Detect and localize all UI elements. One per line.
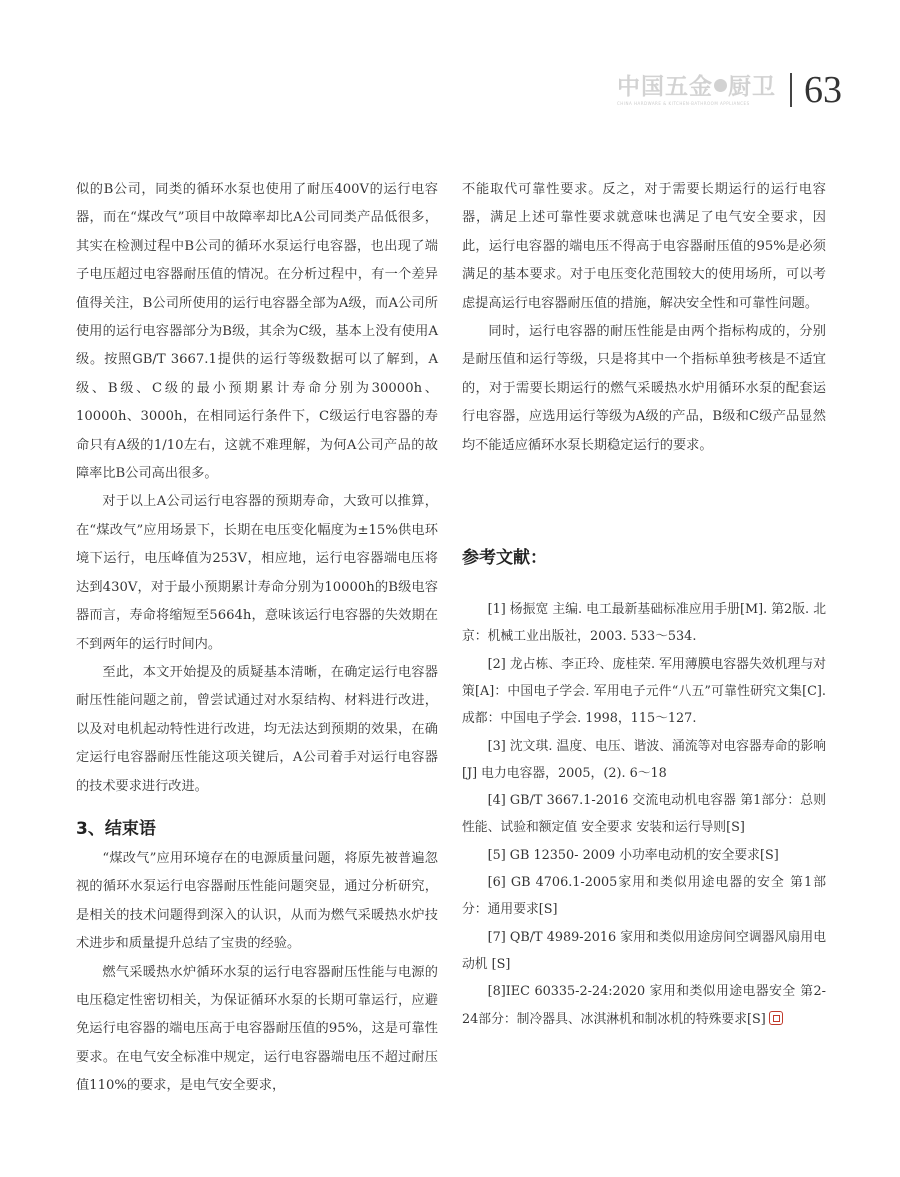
logo-subtitle: CHINA HARDWARE & KITCHEN·BATHROOM APPLIANCES [617, 100, 750, 106]
reference-item: [1] 杨振宽 主编. 电工最新基础标准应用手册[M]. 第2版. 北京：机械工业出版社，2003. 533～534. [462, 602, 826, 645]
reference-text: [8]IEC 60335-2-24:2020 家用和类似用途电器安全 第2-24部分：制冷器具、冰淇淋机和制冰机的特殊要求[S] [462, 984, 826, 1027]
body-paragraph: “煤改气”应用环境存在的电源质量问题，将原先被普遍忽视的循环水泵运行电容器耐压性能问题突显，通过分析研究，是相关的技术问题得到深入的认识，从而为燃气采暖热水炉技术进步和质量提升总结了宝贵的经验。 [76, 850, 438, 952]
section-heading: 3、结束语 [76, 818, 156, 839]
body-paragraph: 至此，本文开始提及的质疑基本清晰，在确定运行电容器耐压性能问题之前，曾尝试通过对水泵结构、材料进行改进，以及对电机起动特性进行改进，均无法达到预期的效果，在确定运行电容器耐压性能这项关键后，A公司着手对运行电容器的技术要求进行改进。 [76, 664, 438, 794]
references-heading: 参考文献： [462, 548, 547, 569]
page-number: 63 [804, 69, 842, 111]
body-paragraph: 燃气采暖热水炉循环水泵的运行电容器耐压性能与电源的电压稳定性密切相关，为保证循环水泵的长期可靠运行，应避免运行电容器的端电压高于电容器耐压值的95%，这是可靠性要求。在电气安全标准中规定，运行电容器端电压不超过耐压值110%的要求，是电气安全要求， [76, 964, 438, 1094]
left-column [76, 176, 438, 1101]
body-paragraph: 对于以上A公司运行电容器的预期寿命，大致可以推算，在“煤改气”应用场景下，长期在电压变化幅度为±15%供电环境下运行，电压峰值为253V，相应地，运行电容器端电压将达到430V，对于最小预期累计寿命分别为10000h的B级电容器而言，寿命将缩短至5664h，意味该运行电容器的失效期在不到两年的运行时间内。 [76, 494, 438, 652]
header-divider [790, 73, 792, 107]
reference-item: [3] 沈文琪. 温度、电压、谐波、涌流等对电容器寿命的影响[J] 电力电容器，2005，(2). 6～18 [462, 738, 826, 781]
reference-item: [6] GB 4706.1-2005家用和类似用途电器的安全 第1部分：通用要求[S] [462, 875, 826, 918]
page-header [617, 70, 842, 110]
magazine-logo [617, 75, 776, 106]
reference-item: [7] QB/T 4989-2016 家用和类似用途房间空调器风扇用电动机 [S] [462, 929, 826, 972]
body-paragraph: 不能取代可靠性要求。反之，对于需要长期运行的运行电容器，满足上述可靠性要求就意味也满足了电气安全要求，因此，运行电容器的端电压不得高于电容器耐压值的95%是必须满足的基本要求。对于电压变化范围较大的使用场所，可以考虑提高运行电容器耐压值的措施，解决安全性和可靠性问题。 [462, 182, 826, 311]
body-paragraph: 同时，运行电容器的耐压性能是由两个指标构成的，分别是耐压值和运行等级，只是将其中一个指标单独考核是不适宜的，对于需要长期运行的燃气采暖热水炉用循环水泵的配套运行电容器，应选用运行等级为A级的产品，B级和C级产品显然均不能适应循环水泵长期稳定运行的要求。 [462, 324, 826, 453]
reference-item [462, 978, 826, 1033]
reference-item: [2] 龙占栋、李正玲、庞桂荣. 军用薄膜电容器失效机理与对策[A]：中国电子学会. 军用电子元件“八五”可靠性研究文集[C]. 成都：中国电子学会. 1998，115～127. [462, 656, 826, 727]
article-end-icon [769, 1011, 783, 1025]
reference-item: [4] GB/T 3667.1-2016 交流电动机电容器 第1部分：总则 性能、试验和额定值 安全要求 安装和运行导则[S] [462, 793, 826, 836]
logo-title: 中国五金 厨卫 [617, 73, 776, 100]
logo-dot-icon [714, 79, 727, 92]
body-paragraph: 似的B公司，同类的循环水泵也使用了耐压400V的运行电容器，而在“煤改气”项目中故障率却比A公司同类产品低很多，其实在检测过程中B公司的循环水泵运行电容器，也出现了端子电压超过电容器耐压值的情况。在分析过程中，有一个差异值得关注，B公司所使用的运行电容器全部为A级，而A公司所使用的运行电容器部分为B级，其余为C级，基本上没有使用A级。按照GB/T 3667.1提供的运行等级数据可以了解到，A级、B级、C级的最小预期累计寿命分别为30000h、10000h、3000h，在相同运行条件下，C级运行电容器的寿命只有A级的1/10左右，这就不难理解，为何A公司产品的故障率比B公司高出很多。 [76, 182, 438, 482]
right-column [462, 176, 826, 1033]
reference-item: [5] GB 12350- 2009 小功率电动机的安全要求[S] [487, 847, 779, 863]
